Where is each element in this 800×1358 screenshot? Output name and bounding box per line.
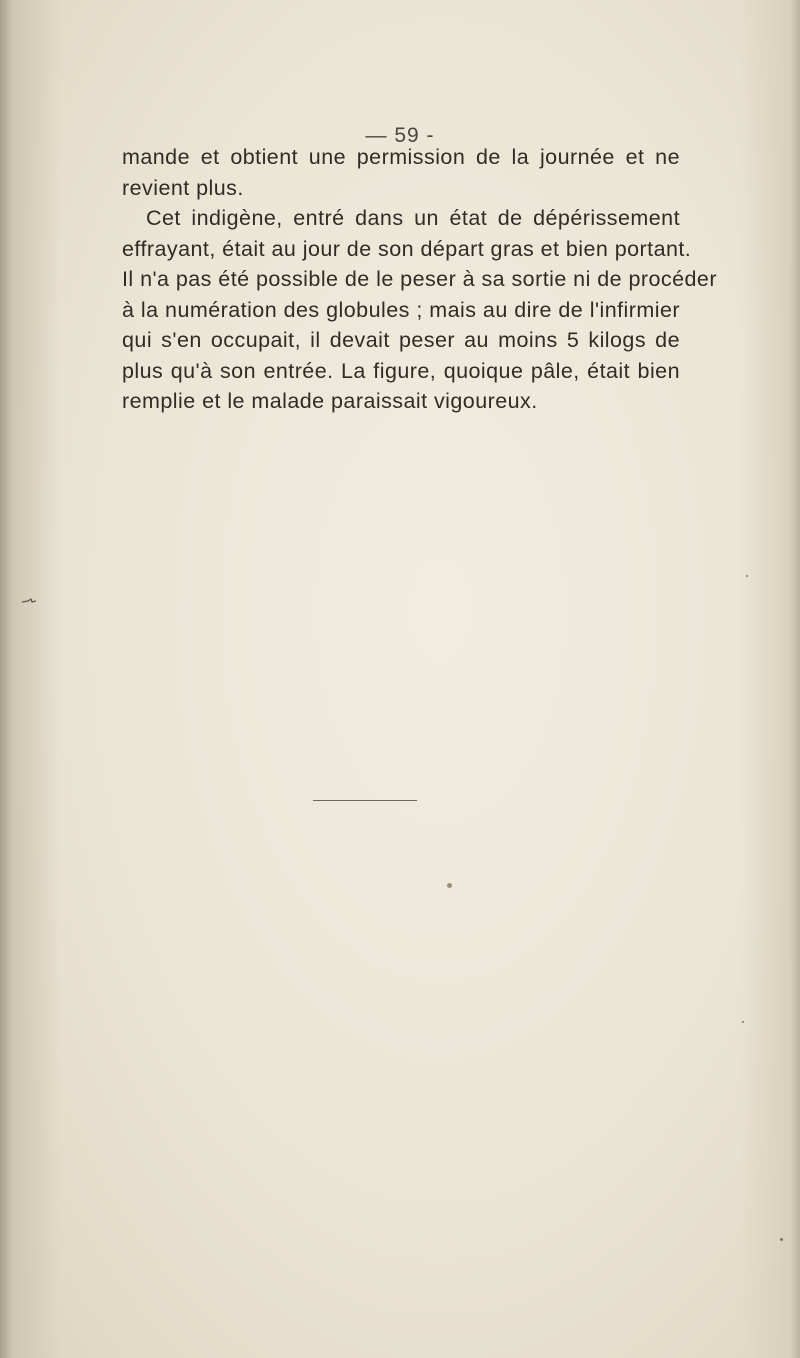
paper-speck (746, 575, 748, 577)
section-divider (313, 800, 417, 801)
page-left-edge-shadow (0, 0, 60, 1358)
text-line: plus qu'à son entrée. La figure, quoique pâle, était bien (122, 358, 680, 383)
ink-mark-icon (22, 598, 36, 604)
text-line: mande et obtient une permission de la journée et ne (122, 145, 680, 169)
paper-speck (447, 883, 452, 888)
text-line: Il n'a pas été possible de le peser à sa sortie ni de procéder (122, 267, 717, 291)
paper-speck (780, 1238, 783, 1241)
body-text (122, 142, 717, 417)
text-line: effrayant, était au jour de son départ gras et bien portant. (122, 236, 692, 261)
text-line: remplie et le malade paraissait vigoureux. (122, 389, 538, 413)
page-right-edge-shadow (740, 0, 800, 1358)
text-line: qui s'en occupait, il devait peser au moins 5 kilogs de (122, 328, 680, 352)
text-line: Cet indigène, entré dans un état de dépérissement (146, 206, 680, 230)
text-line: revient plus. (122, 175, 244, 200)
paper-speck (742, 1021, 744, 1023)
text-line: à la numération des globules ; mais au dire de l'infirmier (122, 297, 680, 322)
page-number: — 59 - (365, 124, 435, 147)
